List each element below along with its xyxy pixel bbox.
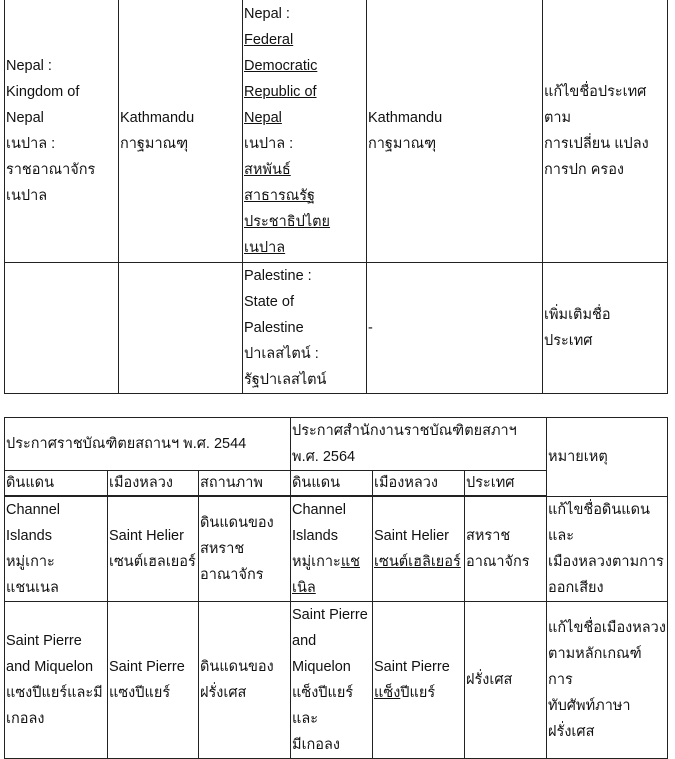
cell-line — [374, 523, 463, 549]
cell-line: Kathmandu — [120, 109, 195, 126]
cell-line: Nepal : — [6, 57, 52, 74]
text: Channel — [292, 502, 347, 518]
header-country: ประเทศ — [465, 471, 547, 497]
cell-line: ฝรั่งเศส — [466, 672, 513, 688]
cell-line: Federal — [244, 31, 294, 48]
cell-line: หมู่เกาะ — [6, 554, 55, 570]
cell-line: ดินแดนของ — [200, 515, 274, 531]
table-row — [5, 602, 668, 759]
text: มีเกอลง — [292, 737, 340, 753]
table-row — [5, 496, 668, 602]
cell-line: ตามหลักเกณฑ์การ — [548, 646, 642, 688]
cell-line — [292, 732, 371, 758]
cell-line: Saint Helier — [109, 528, 184, 544]
text: Saint Pierre — [292, 607, 368, 623]
old-territory-cell — [5, 496, 108, 602]
cell-line: เพิ่มเติมชื่อ — [544, 307, 611, 323]
text: Islands — [292, 528, 338, 544]
header-announcement-2564: ประกาศสำนักงานราชบัณฑิตยสภาฯ พ.ศ. 2564 — [291, 418, 547, 471]
cell-line — [292, 575, 371, 601]
underlined-text: เซนต์เฮลิเยอร์ — [374, 554, 461, 570]
old-territory-cell — [5, 263, 119, 394]
cell-line: เมืองหลวงตามการ — [548, 553, 664, 570]
cell-line — [374, 680, 463, 706]
cell-line: เนปาล — [244, 239, 286, 256]
table-row — [5, 263, 668, 394]
header-status: สถานภาพ — [199, 471, 291, 497]
header-old-capital: เมืองหลวง — [108, 471, 199, 497]
cell-line: กาฐมาณฑุ — [368, 135, 437, 152]
cell-line: Republic of — [244, 83, 317, 100]
cell-line: ประชาธิปไตย — [244, 213, 331, 230]
note-cell — [543, 263, 668, 394]
cell-line: Saint Pierre — [109, 659, 185, 675]
new-capital-cell — [373, 496, 465, 602]
cell-line: Nepal — [244, 109, 282, 126]
new-territory-cell — [243, 263, 367, 394]
new-territory-cell — [243, 0, 367, 263]
text: แซ็งปีแยร์และ — [292, 685, 354, 727]
cell-line: Saint Pierre — [6, 633, 82, 649]
header-note: หมายเหตุ — [547, 418, 668, 497]
note-cell — [543, 0, 668, 263]
cell-line: ประเทศ — [544, 333, 593, 349]
cell-line: เซนต์เฮลเยอร์ — [109, 554, 196, 570]
cell-line: อาณาจักร — [200, 567, 264, 583]
cell-line: แซงปีแยร์และมี — [6, 685, 103, 701]
cell-line: ออกเสียง — [548, 579, 604, 596]
text: Miquelon — [292, 659, 351, 675]
cell-line: เกอลง — [6, 711, 45, 727]
cell-line: รัฐปาเลสไตน์ — [244, 372, 327, 388]
old-capital-cell — [108, 602, 199, 759]
cell-line: เนปาล — [6, 187, 48, 204]
cell-line — [292, 654, 371, 680]
cell-line — [374, 549, 463, 575]
header-new-capital: เมืองหลวง — [373, 471, 465, 497]
cell-line: Islands — [6, 528, 52, 544]
status-cell — [199, 602, 291, 759]
cell-line: แชนเนล — [6, 580, 59, 596]
underlined-text: แช — [340, 554, 360, 570]
cell-line: Kingdom of — [6, 83, 80, 100]
header-new-territory: ดินแดน — [291, 471, 373, 497]
text: ปีแยร์ — [400, 685, 436, 701]
cell-line: อาณาจักร — [466, 554, 530, 570]
cell-line: ฝรั่งเศส — [548, 724, 595, 740]
new-territory-cell — [291, 496, 373, 602]
cell-line — [292, 602, 371, 628]
new-capital-cell — [373, 602, 465, 759]
text: หมู่เกาะ — [292, 554, 341, 570]
cell-line: ราชอาณาจักร — [6, 161, 96, 178]
cell-line — [292, 628, 371, 654]
cell-line: เนปาล : — [244, 135, 294, 152]
text: Saint Pierre — [374, 659, 450, 675]
cell-line: แก้ไขชื่อดินแดนและ — [548, 501, 650, 544]
header-old-territory: ดินแดน — [5, 471, 108, 497]
cell-line: and Miquelon — [6, 659, 94, 675]
cell-line: Palestine : — [244, 268, 312, 284]
new-territory-cell — [291, 602, 373, 759]
cell-line: State of — [244, 294, 294, 310]
note-cell — [547, 602, 668, 759]
cell-line: ดินแดนของ — [200, 659, 274, 675]
cell-line — [292, 497, 371, 523]
cell-line: แก้ไขชื่อเมืองหลวง — [548, 620, 666, 636]
text: and — [292, 633, 317, 649]
old-capital-cell — [108, 496, 199, 602]
table-row — [5, 0, 668, 263]
cell-line: สหราช — [466, 528, 511, 544]
old-capital-cell — [119, 0, 243, 263]
cell-line: Nepal — [6, 109, 44, 126]
old-territory-cell — [5, 0, 119, 263]
cell-line: ทับศัพท์ภาษา — [548, 698, 631, 714]
header-announcement-2544: ประกาศราชบัณฑิตยสถานฯ พ.ศ. 2544 — [5, 418, 291, 471]
text: Saint Helier — [374, 528, 449, 544]
country-cell — [465, 602, 547, 759]
cell-line — [374, 654, 463, 680]
cell-line — [292, 680, 371, 732]
cell-line: แซงปีแยร์ — [109, 685, 171, 701]
cell-line: การเปลี่ยน แปลง — [544, 135, 649, 152]
new-capital-cell — [367, 263, 543, 394]
status-cell — [199, 496, 291, 602]
cell-line — [292, 549, 371, 575]
cell-line — [292, 523, 371, 549]
cell-line: Nepal : — [244, 5, 290, 22]
territory-capital-table — [4, 417, 668, 759]
cell-line: Palestine — [244, 320, 304, 336]
cell-line: การปก ครอง — [544, 161, 624, 178]
country-cell — [465, 496, 547, 602]
cell-line: - — [368, 320, 373, 336]
cell-line: ฝรั่งเศส — [200, 685, 247, 701]
cell-line: Channel — [6, 502, 61, 518]
cell-line: Kathmandu — [368, 109, 443, 126]
note-cell — [547, 496, 668, 602]
old-capital-cell — [119, 263, 243, 394]
cell-line: สหราช — [200, 541, 245, 557]
cell-line: เนปาล : — [6, 135, 56, 152]
cell-line: กาฐมาณฑุ — [120, 135, 189, 152]
cell-line: ปาเลสไตน์ : — [244, 346, 319, 362]
cell-line: สหพันธ์ — [244, 161, 291, 178]
cell-line: แก้ไขชื่อประเทศตาม — [544, 83, 647, 126]
underlined-text: เนิล — [292, 580, 316, 596]
cell-line: สาธารณรัฐ — [244, 187, 316, 204]
underlined-text: แซ็ง — [374, 685, 401, 701]
cell-line: Democratic — [244, 57, 318, 74]
new-capital-cell — [367, 0, 543, 263]
old-territory-cell — [5, 602, 108, 759]
nepal-palestine-table — [4, 0, 668, 394]
